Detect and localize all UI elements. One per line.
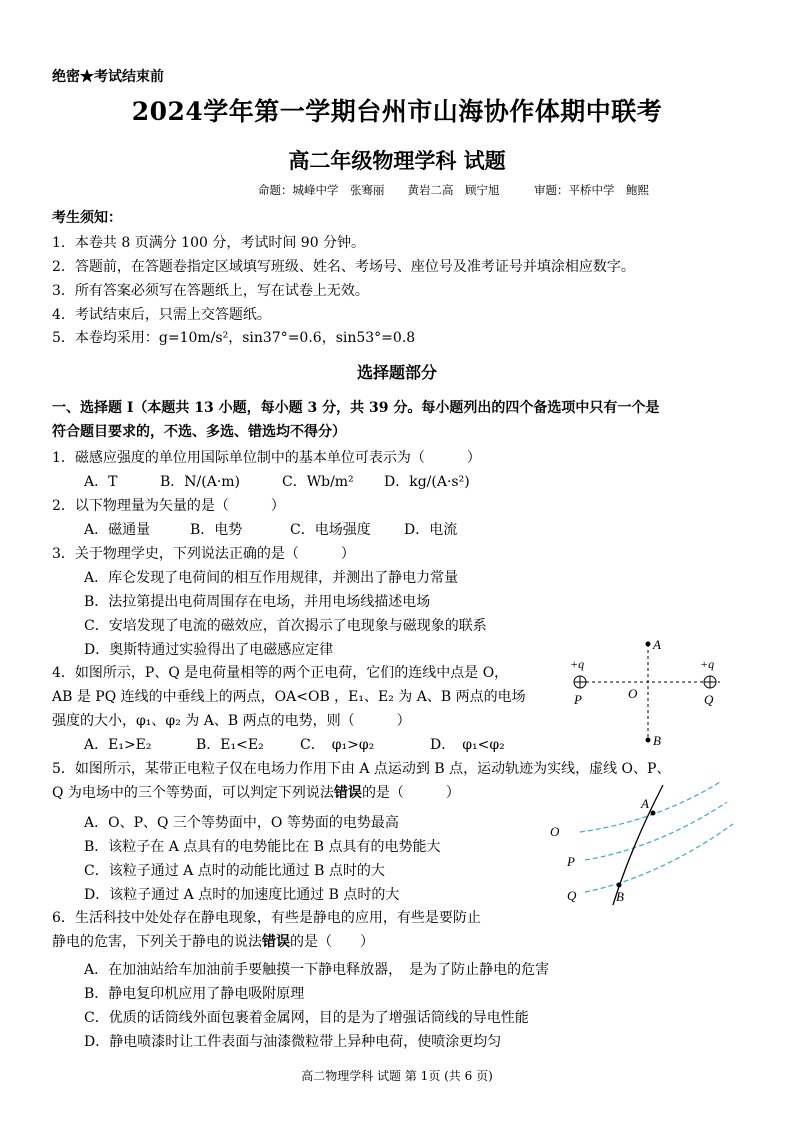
question-5-line: 5．如图所示，某带正电粒子仅在电场力作用下由 A 点运动到 B 点，运动轨迹为实线，虚线 O、P、 (52, 761, 671, 777)
label-plus-q-right: +q (700, 657, 715, 671)
q3-option-c: C．安培发现了电流的磁效应，首次揭示了电现象与磁现象的联系 (84, 618, 487, 634)
q3-option-b: B．法拉第提出电荷周围存在电场，并用电场线描述电场 (84, 594, 431, 610)
equipotential-q (585, 824, 733, 892)
equipotential-o (580, 782, 720, 832)
question-4-line: 强度的大小，φ₁、φ₂ 为 A、B 两点的电势，则（ ） (52, 713, 411, 729)
q2-option-a: A．磁通量 (84, 522, 151, 538)
q1-option-c: C．Wb/m² (282, 474, 354, 490)
question-4-line: AB 是 PQ 连线的中垂线上的两点，OA<OB ，E₁、E₂ 为 A、B 两点的电场 (52, 689, 526, 705)
q4-charge-figure (560, 632, 740, 752)
q3-option-a: A．库仑发现了电荷间的相互作用规律，并测出了静电力常量 (84, 570, 459, 586)
q1-option-d: D．kg/(A·s²) (384, 474, 470, 490)
q4-option-b: B．E₁<E₂ (196, 737, 264, 753)
page-footer: 高二物理学科 试题 第 1页 (共 6 页) (301, 1069, 493, 1083)
label-o: O (628, 686, 638, 701)
q5-option-b: B．该粒子在 A 点具有的电势能比在 B 点具有的电势能大 (84, 839, 441, 855)
authors-line: 命题：城峰中学 张骞丽 黄岩二高 顾宁旭 审题：平桥中学 鲍熙 (258, 183, 649, 197)
question-1-stem: 1．磁感应强度的单位用国际单位制中的基本单位可表示为（ ） (52, 450, 481, 466)
question-2-stem: 2．以下物理量为矢量的是（ ） (52, 498, 285, 514)
label-p: P (567, 854, 575, 869)
label-a: A (641, 796, 649, 811)
q2-option-b: B．电势 (190, 522, 243, 538)
notice-heading: 考生须知： (52, 210, 122, 226)
question-6-line: 6．生活科技中处处存在静电现象，有些是静电的应用，有些是要防止 (52, 910, 481, 926)
point-a (651, 811, 656, 816)
part-instruction: 一、选择题 Ⅰ（本题共 13 小题，每小题 3 分，共 39 分。每小题列出的四个备选项中只有一个是 (52, 400, 660, 416)
label-b: B (616, 889, 624, 904)
q1-option-b: B．N/(A·m) (160, 474, 241, 490)
q1-option-a: A．T (84, 474, 118, 490)
label-b: B (653, 733, 661, 748)
q6-stem-emphasis: 错误 (262, 934, 290, 950)
q2-option-d: D．电流 (404, 522, 458, 538)
notice-item: 3．所有答案必须写在答题纸上，写在试卷上无效。 (52, 283, 369, 299)
notice-item: 2．答题前，在答题卷指定区域填写班级、姓名、考场号、座位号及准考证号并填涂相应数字。 (52, 259, 635, 275)
label-plus-q-left: +q (570, 657, 585, 671)
equipotential-p (585, 802, 727, 860)
question-3-stem: 3．关于物理学史，下列说法正确的是（ ） (52, 546, 355, 562)
q5-option-a: A．O、P、Q 三个等势面中，O 等势面的电势最高 (84, 815, 399, 831)
q4-option-a: A．E₁>E₂ (84, 737, 152, 753)
q3-option-d: D．奥斯特通过实验得出了电磁感应定律 (84, 642, 334, 658)
notice-item: 1．本卷共 8 页满分 100 分，考试时间 90 分钟。 (52, 235, 366, 251)
section-title: 选择题部分 (356, 363, 437, 382)
label-q: Q (567, 888, 577, 903)
q4-option-d: D． φ₁<φ₂ (430, 737, 505, 753)
q6-option-a: A．在加油站给车加油前手要触摸一下静电释放器， 是为了防止静电的危害 (84, 962, 550, 978)
notice-item: 5．本卷均采用：g=10m/s²，sin37°=0.6，sin53°=0.8 (52, 330, 416, 346)
point-b (617, 883, 622, 888)
q6-option-b: B．静电复印机应用了静电吸附原理 (84, 986, 305, 1002)
label-a: A (653, 637, 661, 652)
q6-option-d: D．静电喷漆时让工件表面与油漆微粒带上异种电荷，使喷涂更均匀 (84, 1034, 502, 1050)
q5-stem-emphasis: 错误 (333, 785, 362, 801)
exam-subtitle: 高二年级物理学科 试题 (288, 148, 506, 173)
q6-stem-post: 的是（ ） (290, 934, 374, 950)
q5-equipotential-figure (545, 780, 745, 910)
q5-stem-pre: Q 为电场中的三个等势面，可以判定下列说法 (52, 785, 334, 801)
label-o: O (550, 824, 560, 839)
label-q: Q (704, 692, 714, 707)
q6-stem-pre: 静电的危害，下列关于静电的说法 (52, 934, 262, 950)
label-p: P (574, 692, 582, 707)
point-b (646, 738, 651, 743)
q4-option-c: C． φ₁>φ₂ (300, 737, 375, 753)
q2-option-c: C．电场强度 (290, 522, 371, 538)
point-a (646, 642, 651, 647)
q6-option-c: C．优质的话筒线外面包裹着金属网，目的是为了增强话筒线的导电性能 (84, 1010, 529, 1026)
q5-stem-post: 的是（ ） (361, 785, 460, 801)
question-4-line: 4．如图所示，P、Q 是电荷量相等的两个正电荷，它们的连线中点是 O， (52, 665, 509, 681)
question-6-line (52, 931, 374, 951)
confidential-label: 绝密★考试结束前 (52, 69, 164, 85)
q5-option-d: D．该粒子通过 A 点时的加速度比通过 B 点时的大 (84, 887, 400, 903)
q5-option-c: C．该粒子通过 A 点时的动能比通过 B 点时的大 (84, 863, 385, 879)
part-instruction: 符合题目要求的，不选、多选、错选均不得分） (52, 424, 346, 440)
exam-title: 2024学年第一学期台州市山海协作体期中联考 (131, 97, 663, 126)
notice-item: 4．考试结束后，只需上交答题纸。 (52, 307, 271, 323)
question-5-line (52, 782, 460, 802)
